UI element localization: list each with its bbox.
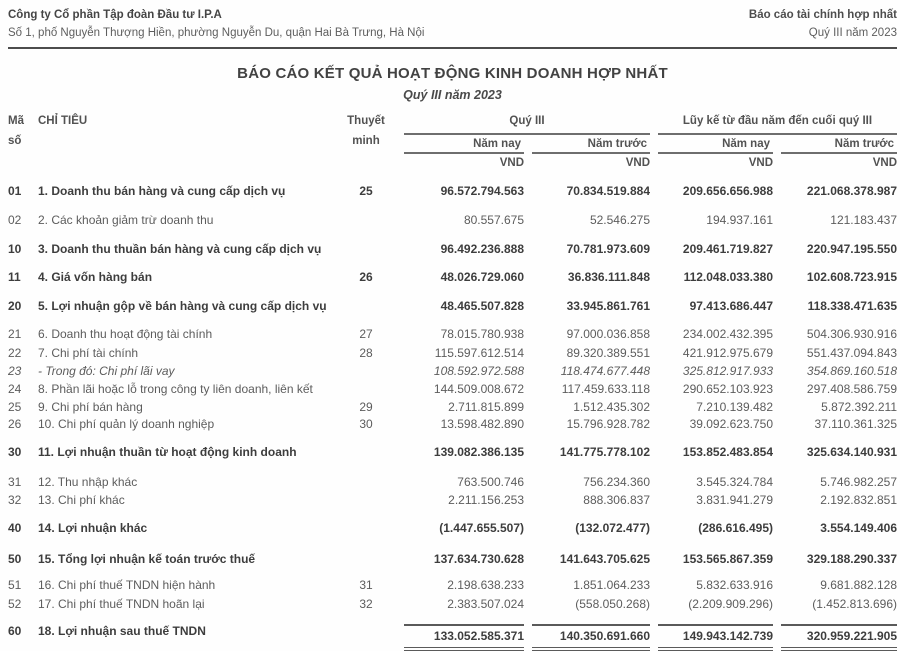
row-note <box>336 382 396 397</box>
row-label: 2. Các khoản giảm trừ doanh thu <box>38 213 214 227</box>
row-note <box>336 242 396 257</box>
row-label: 13. Chi phí khác <box>38 493 125 507</box>
header-q3-prior: Năm trước <box>532 135 650 154</box>
row-q3-prior: 15.796.928.782 <box>566 417 650 431</box>
row-code: 26 <box>8 417 22 431</box>
table-row <box>8 445 897 460</box>
header-group-quarter: Quý III <box>404 115 650 135</box>
row-ytd-current: 3.545.324.784 <box>696 475 773 489</box>
row-ytd-current: 209.461.719.827 <box>682 242 773 256</box>
row-ytd-prior: 9.681.882.128 <box>820 578 897 592</box>
table-row <box>8 299 897 314</box>
row-label: 6. Doanh thu hoạt động tài chính <box>38 327 213 341</box>
row-note: 31 <box>359 578 373 592</box>
row-q3-prior: 1.851.064.233 <box>573 578 650 592</box>
row-code: 20 <box>8 299 22 313</box>
row-label: - Trong đó: Chi phí lãi vay <box>38 364 175 378</box>
row-q3-prior: 117.459.633.118 <box>561 382 650 396</box>
row-ytd-current: 39.092.623.750 <box>689 417 773 431</box>
unit-label: VND <box>748 157 773 169</box>
header-note-line1: Thuyết <box>347 115 385 127</box>
row-ytd-current: 325.812.917.933 <box>682 364 773 378</box>
row-ytd-current: 194.937.161 <box>706 213 773 227</box>
row-q3-current: 96.492.236.888 <box>440 242 524 256</box>
page-subtitle: Quý III năm 2023 <box>403 88 502 102</box>
row-label: 1. Doanh thu bán hàng và cung cấp dịch vụ <box>38 184 286 198</box>
row-ytd-current: 7.210.139.482 <box>696 400 773 414</box>
header-ytd-prior: Năm trước <box>781 135 897 154</box>
row-q3-prior: 756.234.360 <box>583 475 650 489</box>
document-header <box>8 8 897 49</box>
row-code: 60 <box>8 624 22 638</box>
row-ytd-current: 149.943.142.739 <box>658 624 773 651</box>
row-ytd-prior: 220.947.195.550 <box>806 242 897 256</box>
header-ytd-current: Năm nay <box>658 135 773 154</box>
row-q3-current: 48.465.507.828 <box>440 299 524 313</box>
row-q3-prior: 97.000.036.858 <box>566 327 650 341</box>
header-q3-current: Năm nay <box>404 135 524 154</box>
unit-label: VND <box>625 157 650 169</box>
row-note: 25 <box>359 184 373 198</box>
row-code: 01 <box>8 184 22 198</box>
row-ytd-current: 3.831.941.279 <box>696 493 773 507</box>
row-note: 29 <box>359 400 373 414</box>
row-q3-prior: 70.834.519.884 <box>566 184 650 198</box>
row-q3-prior: 36.836.111.848 <box>567 270 650 284</box>
unit-label: VND <box>499 157 524 169</box>
row-label: 17. Chi phí thuế TNDN hoãn lại <box>38 597 205 611</box>
row-ytd-prior: 102.608.723.915 <box>806 270 897 284</box>
row-q3-prior: (558.050.268) <box>575 597 650 611</box>
row-note <box>336 552 396 567</box>
table-row <box>8 184 897 199</box>
row-code: 02 <box>8 213 22 227</box>
row-ytd-prior: 2.192.832.851 <box>820 493 897 507</box>
row-q3-current: 2.383.507.024 <box>447 597 524 611</box>
table-row <box>8 597 897 612</box>
table-row <box>8 270 897 285</box>
row-note: 27 <box>359 327 373 341</box>
row-q3-current: 2.211.156.253 <box>448 493 524 507</box>
row-ytd-prior: (1.452.813.696) <box>812 597 897 611</box>
row-ytd-prior: 5.746.982.257 <box>820 475 897 489</box>
header-note-line2: minh <box>352 135 380 147</box>
row-note <box>336 299 396 314</box>
row-code: 52 <box>8 597 22 611</box>
row-note <box>336 213 396 228</box>
row-q3-current: 80.557.675 <box>463 213 524 227</box>
row-q3-current: 137.634.730.628 <box>433 552 524 566</box>
row-label: 11. Lợi nhuận thuần từ hoạt động kinh doanh <box>38 445 297 459</box>
row-ytd-prior: 5.872.392.211 <box>821 400 897 414</box>
row-code: 21 <box>8 327 22 341</box>
row-label: 7. Chi phí tài chính <box>38 346 139 360</box>
row-label: 4. Giá vốn hàng bán <box>38 270 153 284</box>
row-code: 30 <box>8 445 22 459</box>
row-code: 25 <box>8 400 22 414</box>
row-ytd-prior: 37.110.361.325 <box>814 417 897 431</box>
row-note <box>336 364 396 379</box>
row-note <box>336 521 396 536</box>
row-q3-current: 2.198.638.233 <box>447 578 524 592</box>
table-row <box>8 213 897 228</box>
row-ytd-current: (2.209.909.296) <box>688 597 773 611</box>
row-ytd-prior: 354.869.160.518 <box>806 364 897 378</box>
row-q3-current: 48.026.729.060 <box>440 270 524 284</box>
row-label: 8. Phần lãi hoặc lỗ trong công ty liên doanh, liên kết <box>38 382 313 396</box>
row-q3-prior: 888.306.837 <box>583 493 650 507</box>
row-code: 32 <box>8 493 22 507</box>
row-q3-current: 139.082.386.135 <box>433 445 524 459</box>
row-ytd-prior: 551.437.094.843 <box>806 346 897 360</box>
row-q3-prior: 89.320.389.551 <box>566 346 650 360</box>
row-q3-current: 78.015.780.938 <box>440 327 524 341</box>
row-label: 9. Chi phí bán hàng <box>38 400 143 414</box>
row-q3-prior: 118.474.677.448 <box>560 364 650 378</box>
header-group-ytd: Lũy kế từ đầu năm đến cuối quý III <box>658 115 897 135</box>
row-q3-current: 133.052.585.371 <box>404 624 524 651</box>
row-ytd-prior: 3.554.149.406 <box>820 521 897 535</box>
row-ytd-current: 97.413.686.447 <box>689 299 773 313</box>
table-row <box>8 475 897 490</box>
table-row <box>8 346 897 361</box>
row-q3-prior: 33.945.861.761 <box>566 299 650 313</box>
row-note: 30 <box>359 417 373 431</box>
table-row <box>8 327 897 342</box>
row-q3-prior: 141.643.705.625 <box>559 552 650 566</box>
row-label: 15. Tổng lợi nhuận kế toán trước thuế <box>38 552 256 566</box>
row-label: 14. Lợi nhuận khác <box>38 521 148 535</box>
table-row <box>8 624 897 651</box>
row-code: 51 <box>8 578 22 592</box>
row-ytd-current: 153.565.867.359 <box>682 552 773 566</box>
row-label: 16. Chi phí thuế TNDN hiện hành <box>38 578 216 592</box>
row-q3-current: 144.509.008.672 <box>433 382 524 396</box>
row-ytd-prior: 297.408.586.759 <box>806 382 897 396</box>
row-q3-current: 763.500.746 <box>457 475 524 489</box>
header-code-line1: Mã <box>8 115 24 127</box>
table-row <box>8 578 897 593</box>
company-address: Số 1, phố Nguyễn Thượng Hiền, phường Nguyễn Du, quận Hai Bà Trưng, Hà Nội <box>8 27 425 39</box>
row-note <box>336 445 396 460</box>
row-label: 3. Doanh thu thuần bán hàng và cung cấp dịch vụ <box>38 242 322 256</box>
row-q3-current: 115.597.612.514 <box>434 346 524 360</box>
row-note: 26 <box>359 270 373 284</box>
table-row <box>8 493 897 508</box>
table-row <box>8 382 897 397</box>
row-q3-prior: 140.350.691.660 <box>532 624 650 651</box>
table-row <box>8 364 897 379</box>
row-ytd-current: 290.652.103.923 <box>682 382 773 396</box>
row-ytd-current: 112.048.033.380 <box>683 270 773 284</box>
company-name: Công ty Cổ phần Tập đoàn Đầu tư I.P.A <box>8 9 222 21</box>
row-q3-current: (1.447.655.507) <box>439 521 524 535</box>
row-code: 22 <box>8 346 22 360</box>
row-code: 50 <box>8 552 22 566</box>
table-body <box>8 184 897 651</box>
row-note <box>336 493 396 508</box>
report-type: Báo cáo tài chính hợp nhất <box>748 9 897 21</box>
row-note: 32 <box>359 597 373 611</box>
row-ytd-prior: 121.183.437 <box>830 213 897 227</box>
table-row <box>8 552 897 567</box>
row-code: 10 <box>8 242 22 256</box>
report-meta <box>749 8 897 40</box>
row-q3-current: 96.572.794.563 <box>440 184 524 198</box>
row-ytd-prior: 504.306.930.916 <box>806 327 897 341</box>
row-ytd-prior: 320.959.221.905 <box>781 624 897 651</box>
row-code: 40 <box>8 521 22 535</box>
table-header <box>8 115 897 170</box>
row-ytd-current: 209.656.656.988 <box>682 184 773 198</box>
header-criteria: CHỈ TIÊU <box>38 115 88 127</box>
row-code: 24 <box>8 382 22 396</box>
row-q3-prior: 52.546.275 <box>589 213 650 227</box>
page-title: BÁO CÁO KẾT QUẢ HOẠT ĐỘNG KINH DOANH HỢP NHẤT <box>237 65 668 82</box>
row-note <box>336 475 396 490</box>
row-note <box>336 624 396 651</box>
row-ytd-current: (286.616.495) <box>698 521 773 535</box>
row-code: 11 <box>8 270 21 284</box>
row-q3-prior: (132.072.477) <box>575 521 650 535</box>
row-q3-current: 2.711.815.899 <box>448 400 524 414</box>
row-ytd-current: 421.912.975.679 <box>682 346 773 360</box>
header-code-line2: số <box>8 135 22 147</box>
row-q3-prior: 141.775.778.102 <box>559 445 650 459</box>
row-q3-current: 108.592.972.588 <box>433 364 524 378</box>
row-label: 5. Lợi nhuận gộp về bán hàng và cung cấp dịch vụ <box>38 299 327 313</box>
row-ytd-current: 153.852.483.854 <box>682 445 773 459</box>
row-ytd-current: 5.832.633.916 <box>696 578 773 592</box>
unit-label: VND <box>872 157 897 169</box>
table-row <box>8 521 897 536</box>
report-period: Quý III năm 2023 <box>808 27 897 39</box>
row-label: 12. Thu nhập khác <box>38 475 138 489</box>
row-ytd-prior: 329.188.290.337 <box>806 552 897 566</box>
row-ytd-prior: 221.068.378.987 <box>806 184 897 198</box>
row-label: 18. Lợi nhuận sau thuế TNDN <box>38 624 206 638</box>
company-block <box>8 8 424 40</box>
row-label: 10. Chi phí quản lý doanh nghiệp <box>38 417 215 431</box>
row-note: 28 <box>359 346 373 360</box>
table-row <box>8 242 897 257</box>
row-q3-current: 13.598.482.890 <box>440 417 524 431</box>
row-ytd-current: 234.002.432.395 <box>682 327 773 341</box>
row-code: 23 <box>8 364 22 378</box>
table-row <box>8 400 897 415</box>
row-code: 31 <box>8 475 22 489</box>
row-ytd-prior: 118.338.471.635 <box>807 299 897 313</box>
row-q3-prior: 70.781.973.609 <box>566 242 650 256</box>
table-row <box>8 417 897 432</box>
row-ytd-prior: 325.634.140.931 <box>806 445 897 459</box>
row-q3-prior: 1.512.435.302 <box>573 400 650 414</box>
